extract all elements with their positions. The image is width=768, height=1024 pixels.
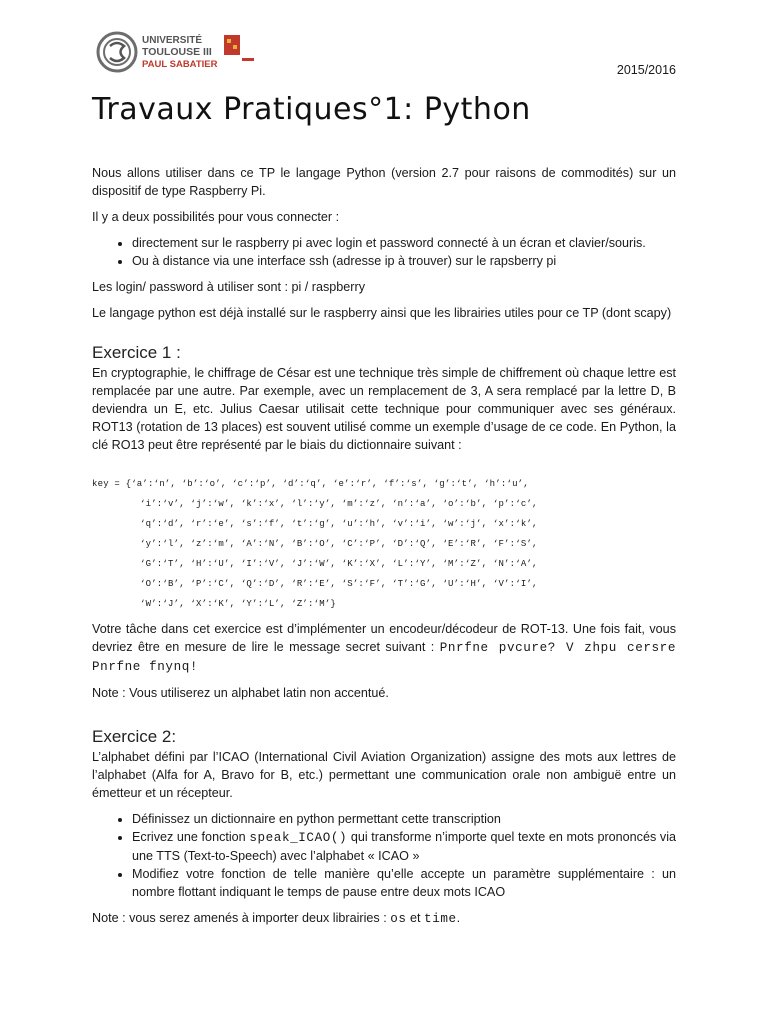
document-body [92,164,676,936]
list-item: • directement sur le raspberry pi avec login et password connecté à un écran et clavier/souris. [132,234,676,252]
code-line: key = {‘a’:‘n’, ‘b’:‘o’, ‘c’:‘p’, ‘d’:‘q’, ‘e’:‘r’, ‘f’:‘s’, ‘g’:‘t’, ‘h’:‘u’, [92,479,529,489]
note-label: Note [92,911,119,925]
exercise-2-note: Note : vous serez amenés à importer deux librairies : os et time. [92,911,461,926]
exercise-1-heading: Exercice 1 : [92,343,181,362]
list-item: • Définissez un dictionnaire en python permettant cette transcription [132,810,676,828]
exercise-2-paragraph: L’alphabet défini par l’ICAO (International Civil Aviation Organization) assigne des mots aux lettres de l’alphabet (Alfa for A, Bravo for B, etc.) permettant une communication orale non ambiguë entre un émetteur et un récepteur. [92,750,676,800]
credentials-paragraph: Les login/ password à utiliser sont : pi / raspberry [92,280,365,294]
secret-message: Pnrfne pvcure? V zhpu cersre Pnrfne fnynq! [92,641,676,674]
svg-text:TOULOUSE III: TOULOUSE III [142,46,212,58]
list-item: • Ecrivez une fonction speak_ICAO() qui transforme n’importe quel texte en mots prononcés via une TTS (Text-to-Speech) avec l’alphabet « ICAO » [132,828,676,865]
academic-year: 2015/2016 [616,63,676,77]
exercise-2-list [92,810,676,901]
connection-list [92,234,676,270]
list-item: • Ou à distance via une interface ssh (adresse ip à trouver) sur le rapsberry pi [132,252,676,270]
code-line: ‘O’:‘B’, ‘P’:‘C’, ‘Q’:‘D’, ‘R’:‘E’, ‘S’:‘F’, ‘T’:‘G’, ‘U’:‘H’, ‘V’:‘I’, [140,579,538,589]
library-time-code: time [424,912,457,926]
function-name-code: speak_ICAO() [249,831,348,845]
exercise-1-paragraph: En cryptographie, le chiffrage de César est une technique très simple de chiffrement où chaque lettre est remplacée par une autre. Par exemple, avec un remplacement de 3, A sera remplacé par la lettre D, B deviendra un E, etc. Julius Caesar utilisait cette technique pour communiquer avec ses généraux. ROT13 (rotation de 13 places) est souvent utilisé comme un exemple d’usage de ce code. En Python, la clé RO13 peut être représenté par le biais du dictionnaire suivant : [92,366,676,452]
svg-text:UNIVERSITÉ: UNIVERSITÉ [142,35,203,46]
code-line: ‘q’:‘d’, ‘r’:‘e’, ‘s’:‘f’, ‘t’:‘g’, ‘u’:‘h’, ‘v’:‘i’, ‘w’:‘j’, ‘x’:‘k’, [140,519,538,529]
intro-connect-paragraph: Il y a deux possibilités pour vous connecter : [92,210,340,224]
list-item: • Modifiez votre fonction de telle manière qu’elle accepte un paramètre supplémentaire : un nombre flottant indiquant le temps de pause entre deux mots ICAO [132,865,676,901]
svg-text:PAUL SABATIER: PAUL SABATIER [142,59,218,70]
exercise-1-note [92,684,676,702]
code-line: ‘y’:‘l’, ‘z’:‘m’, ‘A’:‘N’, ‘B’:‘O’, ‘C’:‘P’, ‘D’:‘Q’, ‘E’:‘R’, ‘F’:‘S’, [140,539,538,549]
installed-paragraph: Le langage python est déjà installé sur le raspberry ainsi que les librairies utiles pour ce TP (dont scapy) [92,306,672,320]
university-logo [96,30,256,74]
rot13-code-block [92,474,676,614]
code-line: ‘i’:‘v’, ‘j’:‘w’, ‘k’:‘x’, ‘l’:‘y’, ‘m’:‘z’, ‘n’:‘a’, ‘o’:‘b’, ‘p’:‘c’, [140,499,538,509]
code-line: ‘W’:‘J’, ‘X’:‘K’, ‘Y’:‘L’, ‘Z’:‘M’} [140,599,337,609]
note-text: : Vous utiliserez un alphabet latin non accentué. [118,686,389,700]
exercise-2-heading: Exercice 2: [92,727,177,746]
intro-paragraph: Nous allons utiliser dans ce TP le langage Python (version 2.7 pour raisons de commodités) sur un dispositif de type Raspberry Pi. [92,166,676,198]
code-line: ‘G’:‘T’, ‘H’:‘U’, ‘I’:‘V’, ‘J’:‘W’, ‘K’:‘X’, ‘L’:‘Y’, ‘M’:‘Z’, ‘N’:‘A’, [140,559,538,569]
task-text: Votre tâche dans cet exercice est d’implémenter un encodeur/décodeur de ROT-13. Une fois fait, vous devriez être en mesure de lire le message secret suivant : [92,622,676,654]
library-os-code: os [390,912,407,926]
exercise-1-task-paragraph [92,620,676,676]
note-label: Note [92,686,119,700]
page-title: Travaux Pratiques°1: Python [92,92,531,127]
